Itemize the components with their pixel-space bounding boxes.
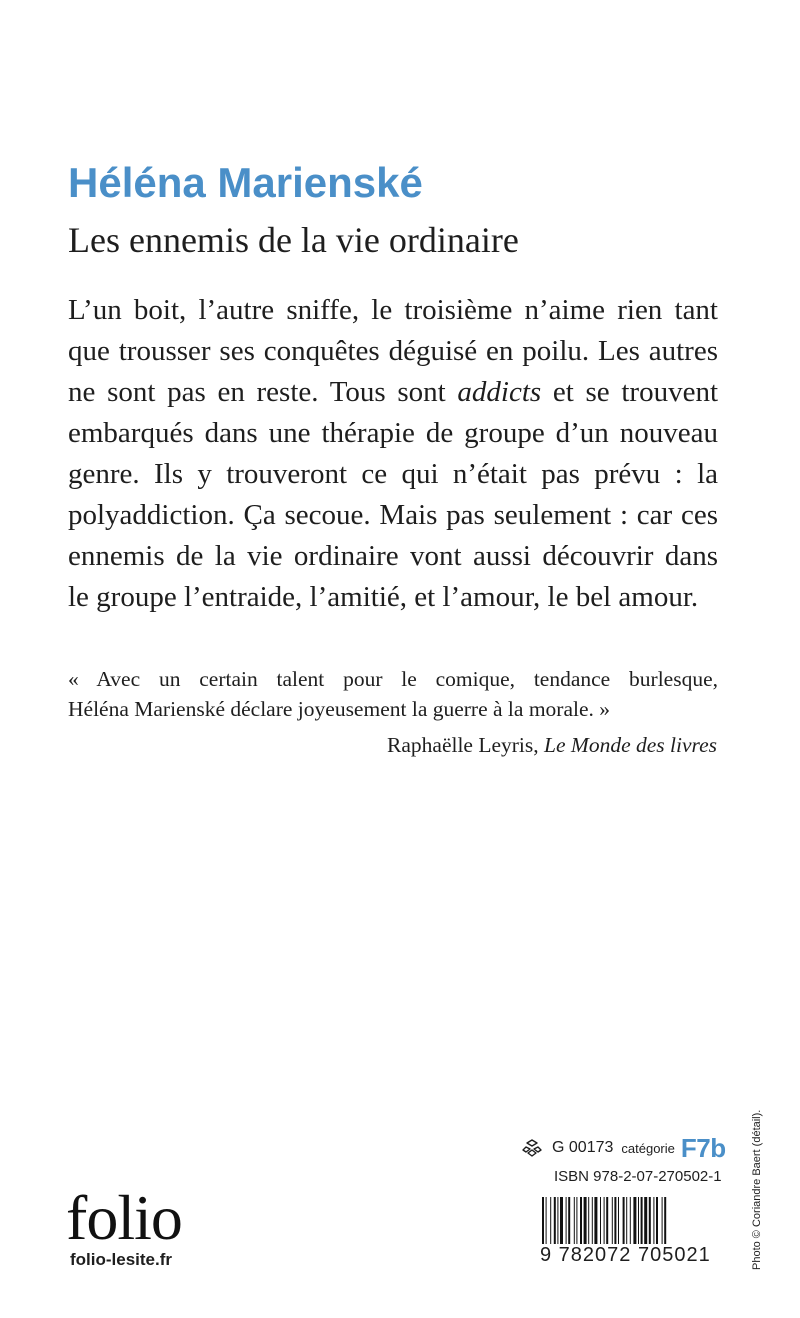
isbn: ISBN 978-2-07-270502-1 bbox=[554, 1168, 722, 1185]
quote-line: « Avec un certain talent pour le comique, tendance burlesque, bbox=[68, 667, 718, 691]
synopsis-line: genre. Ils y trouveront ce qui n’était pas prévu : la bbox=[68, 458, 718, 490]
price-code: G 00173 bbox=[552, 1139, 614, 1156]
book-title: Les ennemis de la vie ordinaire bbox=[68, 220, 519, 260]
synopsis-line-end: et se trouvent bbox=[552, 376, 719, 408]
book-stack-icon bbox=[522, 1138, 542, 1158]
quote-attribution bbox=[387, 730, 717, 760]
synopsis-line: polyaddiction. Ça secoue. Mais pas seulement : car ces bbox=[68, 499, 718, 531]
synopsis-line: L’un boit, l’autre sniffe, le troisième n’aime rien tant bbox=[68, 294, 718, 326]
price-code-row bbox=[522, 1133, 726, 1163]
synopsis-line: le groupe l’entraide, l’amitié, et l’amour, le bel amour. bbox=[68, 581, 699, 613]
synopsis-line bbox=[68, 372, 718, 413]
category-label: catégorie bbox=[621, 1140, 675, 1156]
synopsis-line: embarqués dans une thérapie de groupe d’un nouveau bbox=[68, 417, 718, 449]
synopsis-line-start: ne sont pas en reste. Tous sont bbox=[68, 376, 446, 408]
attribution-author: Raphaëlle Leyris, bbox=[387, 733, 539, 757]
website-link[interactable]: folio-lesite.fr bbox=[70, 1250, 173, 1269]
barcode-digits: 9 782072 705021 bbox=[540, 1244, 732, 1266]
quote-line: Héléna Marienské déclare joyeusement la guerre à la morale. » bbox=[68, 697, 611, 721]
press-quote bbox=[68, 664, 718, 724]
synopsis-line: ennemis de la vie ordinaire vont aussi découvrir dans bbox=[68, 540, 718, 572]
attribution-publication: Le Monde des livres bbox=[544, 733, 717, 757]
author-name: Héléna Marienské bbox=[68, 159, 423, 206]
barcode-icon bbox=[540, 1197, 732, 1247]
photo-credit: Photo © Coriandre Baert (détail). bbox=[751, 1109, 763, 1270]
folio-logo: folio bbox=[66, 1182, 182, 1253]
synopsis-line: que trousser ses conquêtes déguisé en poilu. Les autres bbox=[68, 335, 718, 367]
synopsis bbox=[68, 290, 718, 618]
synopsis-italic-word: addicts bbox=[457, 376, 542, 408]
category-code: F7b bbox=[680, 1132, 726, 1163]
